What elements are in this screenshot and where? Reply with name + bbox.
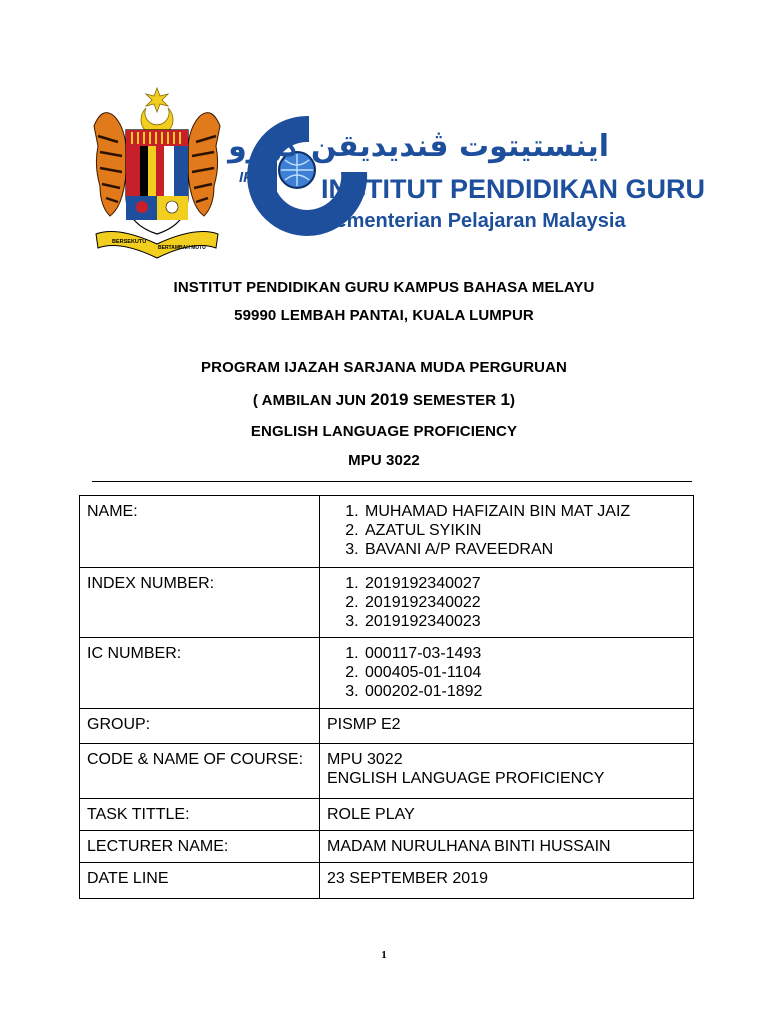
intake-year: 2019 xyxy=(370,390,409,409)
date-label: DATE LINE xyxy=(80,863,320,899)
coat-of-arms-logo xyxy=(88,86,226,266)
date-value: 23 SEPTEMBER 2019 xyxy=(320,863,694,899)
name-label: NAME: xyxy=(80,496,320,568)
course-cell xyxy=(320,744,694,799)
course-title: ENGLISH LANGUAGE PROFICIENCY xyxy=(250,423,518,440)
course-name-value: ENGLISH LANGUAGE PROFICIENCY xyxy=(327,770,605,787)
header-divider xyxy=(92,481,692,482)
ic-list xyxy=(327,644,686,701)
task-value: ROLE PLAY xyxy=(320,799,694,831)
course-code: MPU 3022 xyxy=(348,452,420,469)
intake-close: ) xyxy=(510,392,516,409)
ipg-name-text: INSTITUT PENDIDIKAN GURU xyxy=(321,174,705,204)
ipg-badge-text: IPG xyxy=(239,169,265,186)
list-item: 2. AZATUL SYIKIN xyxy=(363,521,686,540)
list-item: 1. MUHAMAD HAFIZAIN BIN MAT JAIZ xyxy=(363,502,686,521)
table-row xyxy=(80,863,694,899)
table-row xyxy=(80,638,694,709)
header-logos xyxy=(0,0,768,280)
names-list xyxy=(327,502,686,559)
coat-scroll-left-text: BERSEKUTU xyxy=(112,239,147,245)
index-label: INDEX NUMBER: xyxy=(80,568,320,638)
ipg-ministry-text: Kementerian Pelajaran Malaysia xyxy=(321,210,626,232)
table-row xyxy=(80,799,694,831)
program-title: PROGRAM IJAZAH SARJANA MUDA PERGURUAN xyxy=(201,359,567,376)
ipg-logo xyxy=(228,112,705,242)
ic-cell xyxy=(320,638,694,709)
list-item: 3. 2019192340023 xyxy=(363,612,686,631)
names-cell xyxy=(320,496,694,568)
list-item: 1. 2019192340027 xyxy=(363,574,686,593)
lecturer-value: MADAM NURULHANA BINTI HUSSAIN xyxy=(320,831,694,863)
list-item: 2. 2019192340022 xyxy=(363,593,686,612)
intake-semester: SEMESTER xyxy=(408,392,501,409)
list-item: 2. 000405-01-1104 xyxy=(363,663,686,682)
ic-label: IC NUMBER: xyxy=(80,638,320,709)
task-label: TASK TITTLE: xyxy=(80,799,320,831)
institute-name: INSTITUT PENDIDIKAN GURU KAMPUS BAHASA MELAYU xyxy=(173,279,595,296)
course-label: CODE & NAME OF COURSE: xyxy=(80,744,320,799)
intake-line xyxy=(0,390,768,410)
list-item: 1. 000117-03-1493 xyxy=(363,644,686,663)
index-cell xyxy=(320,568,694,638)
index-list xyxy=(327,574,686,631)
group-value: PISMP E2 xyxy=(320,709,694,744)
ipg-jawi-text: اينستيتوت ڤنديديقن ݢورو xyxy=(228,129,609,164)
lecturer-label: LECTURER NAME: xyxy=(80,831,320,863)
intake-open: ( AMBILAN JUN xyxy=(252,392,371,409)
table-row xyxy=(80,744,694,799)
course-code-value: MPU 3022 xyxy=(327,751,403,768)
student-info-table xyxy=(79,495,694,899)
page-number: 1 xyxy=(381,949,387,961)
intake-semester-number: 1 xyxy=(500,390,511,409)
institute-address: 59990 LEMBAH PANTAI, KUALA LUMPUR xyxy=(234,307,534,324)
table-row xyxy=(80,831,694,863)
table-row xyxy=(80,496,694,568)
coat-scroll-right-text: BERTAMBAH MUTU xyxy=(158,245,206,251)
table-row xyxy=(80,568,694,638)
list-item: 3. BAVANI A/P RAVEEDRAN xyxy=(363,540,686,559)
group-label: GROUP: xyxy=(80,709,320,744)
table-row xyxy=(80,709,694,744)
list-item: 3. 000202-01-1892 xyxy=(363,682,686,701)
